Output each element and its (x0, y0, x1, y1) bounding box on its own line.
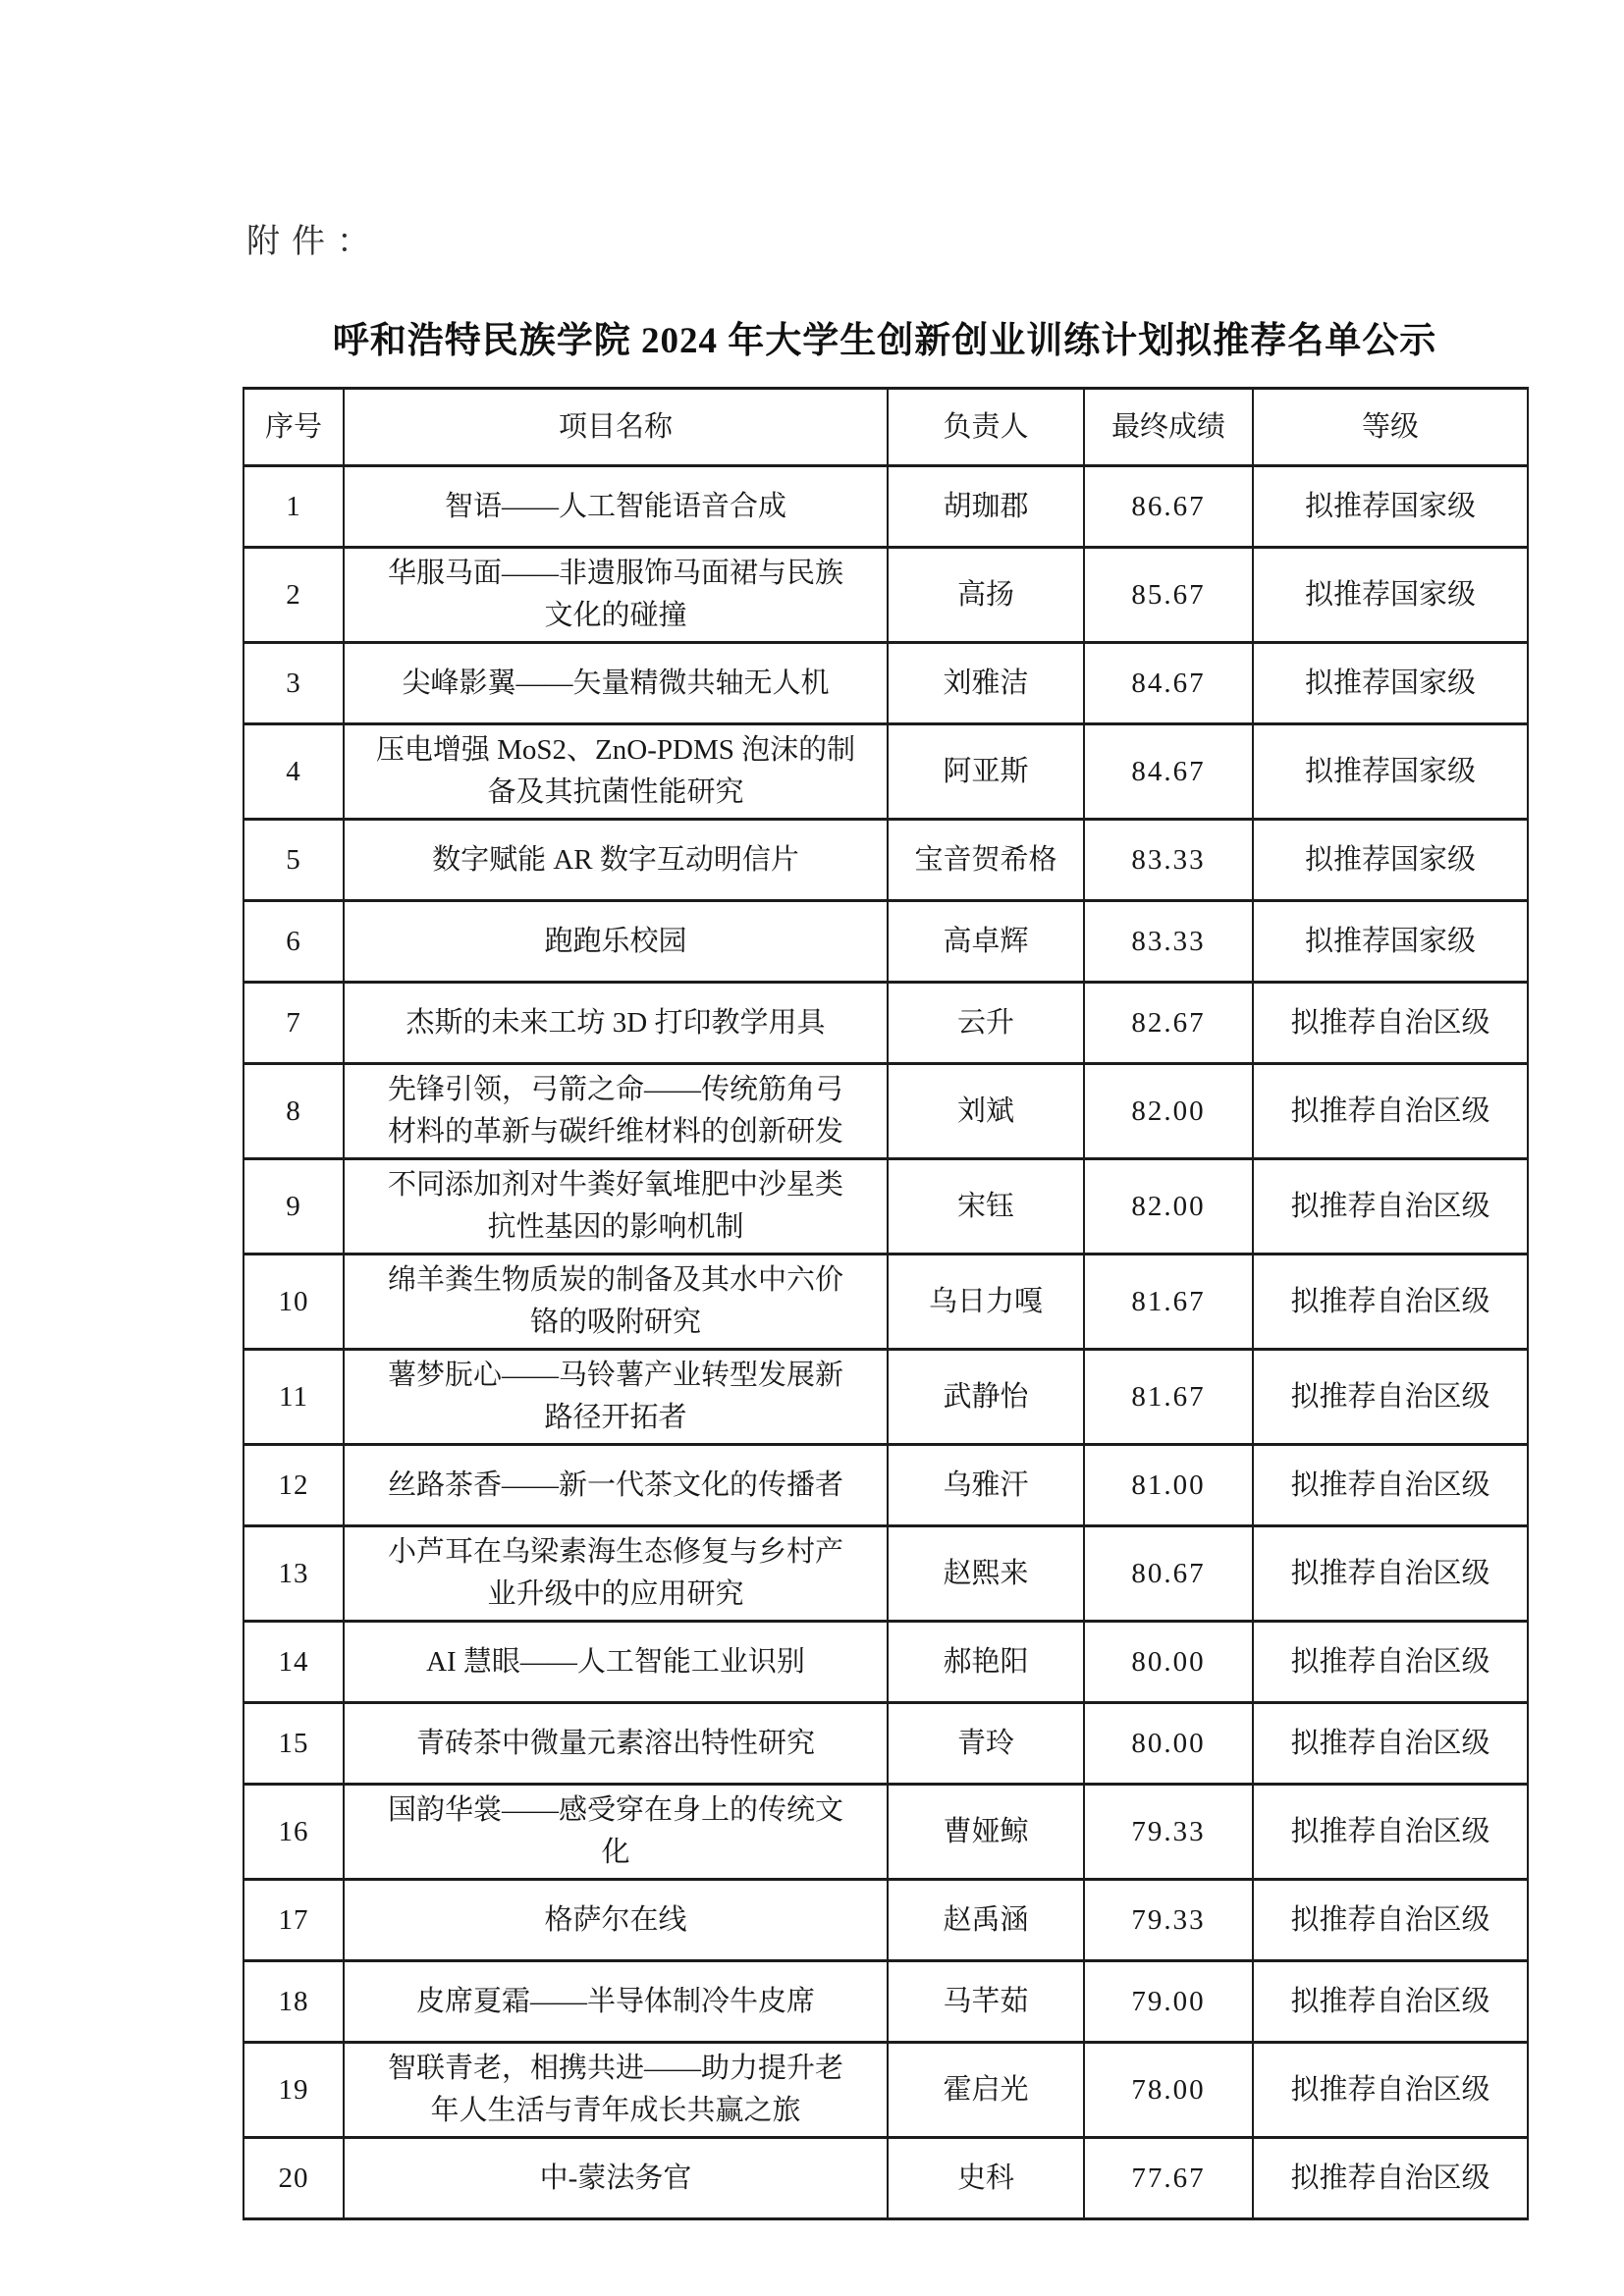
header-cell-project: 项目名称 (344, 389, 888, 466)
cell-level: 拟推荐自治区级 (1253, 1255, 1528, 1350)
cell-serial-number: 14 (244, 1622, 344, 1703)
cell-project-name: 小芦耳在乌梁素海生态修复与乡村产业升级中的应用研究 (344, 1526, 888, 1622)
cell-serial-number: 12 (244, 1445, 344, 1526)
table-header (244, 389, 1528, 466)
cell-project-name: 中-蒙法务官 (344, 2138, 888, 2219)
cell-leader: 马芊茹 (888, 1961, 1084, 2043)
table-row (244, 1255, 1528, 1350)
cell-project-name: 丝路茶香——新一代茶文化的传播者 (344, 1445, 888, 1526)
cell-serial-number: 18 (244, 1961, 344, 2043)
table-row (244, 901, 1528, 983)
cell-score: 80.00 (1084, 1622, 1253, 1703)
cell-level: 拟推荐自治区级 (1253, 1703, 1528, 1785)
cell-serial-number: 3 (244, 643, 344, 724)
cell-level: 拟推荐自治区级 (1253, 2043, 1528, 2138)
cell-score: 79.00 (1084, 1961, 1253, 2043)
cell-serial-number: 6 (244, 901, 344, 983)
attachment-label: 附件： (246, 224, 382, 260)
cell-score: 77.67 (1084, 2138, 1253, 2219)
cell-level: 拟推荐国家级 (1253, 820, 1528, 901)
cell-score: 82.00 (1084, 1159, 1253, 1255)
cell-project-name: 皮席夏霜——半导体制冷牛皮席 (344, 1961, 888, 2043)
table-row (244, 643, 1528, 724)
table-row (244, 1350, 1528, 1445)
cell-project-name: 智语——人工智能语音合成 (344, 466, 888, 548)
cell-level: 拟推荐自治区级 (1253, 1350, 1528, 1445)
table-row (244, 466, 1528, 548)
cell-project-name: 青砖茶中微量元素溶出特性研究 (344, 1703, 888, 1785)
cell-score: 86.67 (1084, 466, 1253, 548)
cell-project-name: 尖峰影翼——矢量精微共轴无人机 (344, 643, 888, 724)
cell-score: 85.67 (1084, 548, 1253, 643)
cell-score: 81.00 (1084, 1445, 1253, 1526)
cell-score: 78.00 (1084, 2043, 1253, 2138)
table-row (244, 1880, 1528, 1961)
cell-leader: 高卓辉 (888, 901, 1084, 983)
header-cell-level: 等级 (1253, 389, 1528, 466)
cell-level: 拟推荐国家级 (1253, 901, 1528, 983)
cell-leader: 青玲 (888, 1703, 1084, 1785)
cell-leader: 云升 (888, 983, 1084, 1064)
cell-leader: 霍启光 (888, 2043, 1084, 2138)
table-row (244, 1159, 1528, 1255)
cell-project-name: 格萨尔在线 (344, 1880, 888, 1961)
cell-leader: 高扬 (888, 548, 1084, 643)
table-row (244, 1064, 1528, 1159)
cell-serial-number: 10 (244, 1255, 344, 1350)
document-content (243, 318, 1527, 2220)
cell-level: 拟推荐自治区级 (1253, 1961, 1528, 2043)
cell-score: 83.33 (1084, 820, 1253, 901)
table-row (244, 1622, 1528, 1703)
table-body (244, 466, 1528, 2219)
cell-serial-number: 4 (244, 724, 344, 820)
cell-level: 拟推荐国家级 (1253, 724, 1528, 820)
cell-serial-number: 7 (244, 983, 344, 1064)
cell-score: 84.67 (1084, 724, 1253, 820)
cell-leader: 史科 (888, 2138, 1084, 2219)
cell-serial-number: 9 (244, 1159, 344, 1255)
cell-level: 拟推荐自治区级 (1253, 1064, 1528, 1159)
recommendation-table (243, 387, 1529, 2220)
cell-project-name: 智联青老，相携共进——助力提升老年人生活与青年成长共赢之旅 (344, 2043, 888, 2138)
cell-leader: 曹娅鲸 (888, 1785, 1084, 1880)
cell-leader: 胡珈郡 (888, 466, 1084, 548)
table-row (244, 1961, 1528, 2043)
table-header-row (244, 389, 1528, 466)
cell-leader: 宋钰 (888, 1159, 1084, 1255)
cell-score: 82.00 (1084, 1064, 1253, 1159)
cell-project-name: 绵羊粪生物质炭的制备及其水中六价铬的吸附研究 (344, 1255, 888, 1350)
cell-leader: 武静怡 (888, 1350, 1084, 1445)
cell-level: 拟推荐国家级 (1253, 548, 1528, 643)
cell-score: 83.33 (1084, 901, 1253, 983)
table-row (244, 1526, 1528, 1622)
cell-leader: 乌日力嘎 (888, 1255, 1084, 1350)
cell-serial-number: 11 (244, 1350, 344, 1445)
cell-leader: 赵禹涵 (888, 1880, 1084, 1961)
cell-score: 81.67 (1084, 1255, 1253, 1350)
table-row (244, 724, 1528, 820)
cell-project-name: 国韵华裳——感受穿在身上的传统文化 (344, 1785, 888, 1880)
cell-score: 84.67 (1084, 643, 1253, 724)
cell-serial-number: 16 (244, 1785, 344, 1880)
cell-serial-number: 1 (244, 466, 344, 548)
cell-leader: 乌雅汗 (888, 1445, 1084, 1526)
cell-project-name: 薯梦朊心——马铃薯产业转型发展新路径开拓者 (344, 1350, 888, 1445)
cell-serial-number: 20 (244, 2138, 344, 2219)
cell-serial-number: 13 (244, 1526, 344, 1622)
cell-score: 81.67 (1084, 1350, 1253, 1445)
cell-project-name: AI 慧眼——人工智能工业识别 (344, 1622, 888, 1703)
cell-score: 79.33 (1084, 1880, 1253, 1961)
cell-project-name: 杰斯的未来工坊 3D 打印教学用具 (344, 983, 888, 1064)
cell-project-name: 不同添加剂对牛粪好氧堆肥中沙星类抗性基因的影响机制 (344, 1159, 888, 1255)
cell-project-name: 跑跑乐校园 (344, 901, 888, 983)
header-cell-serial: 序号 (244, 389, 344, 466)
table-row (244, 820, 1528, 901)
cell-serial-number: 19 (244, 2043, 344, 2138)
cell-serial-number: 2 (244, 548, 344, 643)
cell-level: 拟推荐自治区级 (1253, 1526, 1528, 1622)
cell-leader: 郝艳阳 (888, 1622, 1084, 1703)
cell-score: 80.00 (1084, 1703, 1253, 1785)
cell-level: 拟推荐自治区级 (1253, 1785, 1528, 1880)
cell-score: 80.67 (1084, 1526, 1253, 1622)
table-row (244, 1785, 1528, 1880)
cell-serial-number: 15 (244, 1703, 344, 1785)
cell-serial-number: 8 (244, 1064, 344, 1159)
cell-leader: 宝音贺希格 (888, 820, 1084, 901)
cell-leader: 刘雅洁 (888, 643, 1084, 724)
cell-serial-number: 17 (244, 1880, 344, 1961)
header-cell-leader: 负责人 (888, 389, 1084, 466)
cell-project-name: 华服马面——非遗服饰马面裙与民族文化的碰撞 (344, 548, 888, 643)
cell-score: 79.33 (1084, 1785, 1253, 1880)
cell-leader: 阿亚斯 (888, 724, 1084, 820)
cell-level: 拟推荐自治区级 (1253, 1445, 1528, 1526)
cell-level: 拟推荐自治区级 (1253, 983, 1528, 1064)
cell-project-name: 压电增强 MoS2、ZnO-PDMS 泡沫的制备及其抗菌性能研究 (344, 724, 888, 820)
cell-serial-number: 5 (244, 820, 344, 901)
table-row (244, 983, 1528, 1064)
table-row (244, 2043, 1528, 2138)
cell-level: 拟推荐自治区级 (1253, 1880, 1528, 1961)
cell-project-name: 数字赋能 AR 数字互动明信片 (344, 820, 888, 901)
cell-level: 拟推荐自治区级 (1253, 1159, 1528, 1255)
cell-leader: 赵熙来 (888, 1526, 1084, 1622)
header-cell-score: 最终成绩 (1084, 389, 1253, 466)
table-row (244, 548, 1528, 643)
cell-level: 拟推荐国家级 (1253, 643, 1528, 724)
cell-level: 拟推荐自治区级 (1253, 1622, 1528, 1703)
cell-level: 拟推荐自治区级 (1253, 2138, 1528, 2219)
cell-level: 拟推荐国家级 (1253, 466, 1528, 548)
cell-leader: 刘斌 (888, 1064, 1084, 1159)
table-row (244, 1445, 1528, 1526)
page-title: 呼和浩特民族学院 2024 年大学生创新创业训练计划拟推荐名单公示 (332, 321, 1437, 361)
table-row (244, 2138, 1528, 2219)
table-row (244, 1703, 1528, 1785)
cell-score: 82.67 (1084, 983, 1253, 1064)
cell-project-name: 先锋引领，弓箭之命——传统筋角弓材料的革新与碳纤维材料的创新研发 (344, 1064, 888, 1159)
